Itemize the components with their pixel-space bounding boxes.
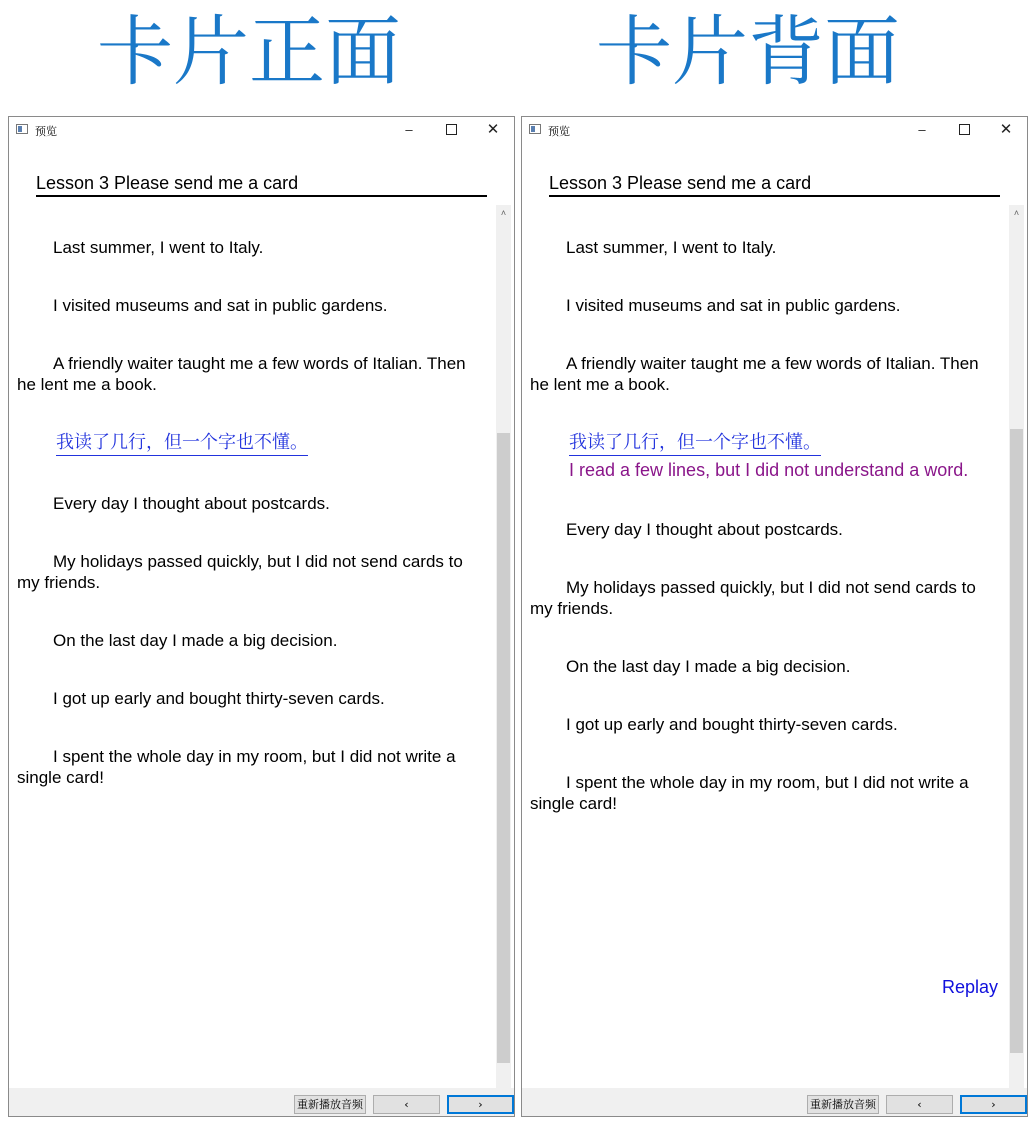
- maximize-button[interactable]: [943, 117, 985, 143]
- scroll-thumb[interactable]: [1010, 429, 1023, 1053]
- replay-audio-button[interactable]: 重新播放音频: [807, 1095, 879, 1114]
- chinese-sentence-link[interactable]: 我读了几行，但一个字也不懂。: [569, 432, 821, 456]
- preview-window-front: [8, 116, 515, 1117]
- scroll-up-icon[interactable]: ˄: [500, 208, 507, 218]
- paragraph: Last summer, I went to Italy.: [566, 238, 777, 257]
- front-heading: 卡片正面: [97, 7, 401, 96]
- paragraph: I spent the whole day in my room, but I did not write a single card!: [530, 773, 969, 813]
- minimize-button[interactable]: –: [405, 122, 413, 137]
- chinese-sentence-block: [530, 432, 1000, 482]
- paragraph: I visited museums and sat in public gardens.: [53, 296, 388, 315]
- app-window-icon: [16, 124, 28, 134]
- replay-link[interactable]: Replay: [941, 977, 998, 997]
- paragraph: I visited museums and sat in public gardens.: [566, 296, 901, 315]
- paragraph: A friendly waiter taught me a few words of Italian. Then he lent me a book.: [17, 354, 466, 394]
- paragraph: On the last day I made a big decision.: [53, 631, 338, 650]
- maximize-button[interactable]: [430, 117, 472, 143]
- next-button[interactable]: ›: [960, 1095, 1027, 1114]
- paragraph: My holidays passed quickly, but I did not send cards to my friends.: [530, 578, 976, 618]
- paragraph: Last summer, I went to Italy.: [53, 238, 264, 257]
- scroll-up-icon[interactable]: ˄: [1013, 208, 1020, 218]
- chinese-sentence-link[interactable]: 我读了几行，但一个字也不懂。: [56, 432, 308, 456]
- vertical-scrollbar[interactable]: [496, 205, 511, 1089]
- back-heading: 卡片背面: [596, 7, 900, 96]
- paragraph: I got up early and bought thirty-seven cards.: [566, 715, 898, 734]
- scroll-thumb[interactable]: [497, 433, 510, 1063]
- paragraph: Every day I thought about postcards.: [566, 520, 843, 539]
- paragraph: My holidays passed quickly, but I did not send cards to my friends.: [17, 552, 463, 592]
- title-bar[interactable]: [9, 117, 514, 143]
- maximize-icon: [959, 124, 970, 135]
- lesson-text: [530, 237, 1000, 851]
- preview-window-back: [521, 116, 1028, 1117]
- next-button[interactable]: ›: [447, 1095, 514, 1114]
- title-bar[interactable]: [522, 117, 1027, 143]
- bottom-toolbar: [9, 1088, 514, 1116]
- chinese-sentence-block: [17, 432, 487, 456]
- vertical-scrollbar[interactable]: [1009, 205, 1024, 1089]
- replay-audio-button[interactable]: 重新播放音频: [294, 1095, 366, 1114]
- lesson-title: Lesson 3 Please send me a card: [36, 173, 487, 197]
- previous-button[interactable]: ‹: [886, 1095, 953, 1114]
- bottom-toolbar: [522, 1088, 1027, 1116]
- paragraph: I got up early and bought thirty-seven cards.: [53, 689, 385, 708]
- lesson-title: Lesson 3 Please send me a card: [549, 173, 1000, 197]
- previous-button[interactable]: ‹: [373, 1095, 440, 1114]
- paragraph: On the last day I made a big decision.: [566, 657, 851, 676]
- window-title: 预览: [35, 125, 57, 138]
- close-button[interactable]: ✕: [486, 121, 500, 138]
- lesson-text: [17, 237, 487, 825]
- english-translation: I read a few lines, but I did not understand a word.: [569, 460, 969, 480]
- minimize-button[interactable]: –: [918, 122, 926, 137]
- paragraph: A friendly waiter taught me a few words of Italian. Then he lent me a book.: [530, 354, 979, 394]
- close-button[interactable]: ✕: [999, 121, 1013, 138]
- app-window-icon: [529, 124, 541, 134]
- paragraph: Every day I thought about postcards.: [53, 494, 330, 513]
- paragraph: I spent the whole day in my room, but I did not write a single card!: [17, 747, 456, 787]
- window-title: 预览: [548, 125, 570, 138]
- maximize-icon: [446, 124, 457, 135]
